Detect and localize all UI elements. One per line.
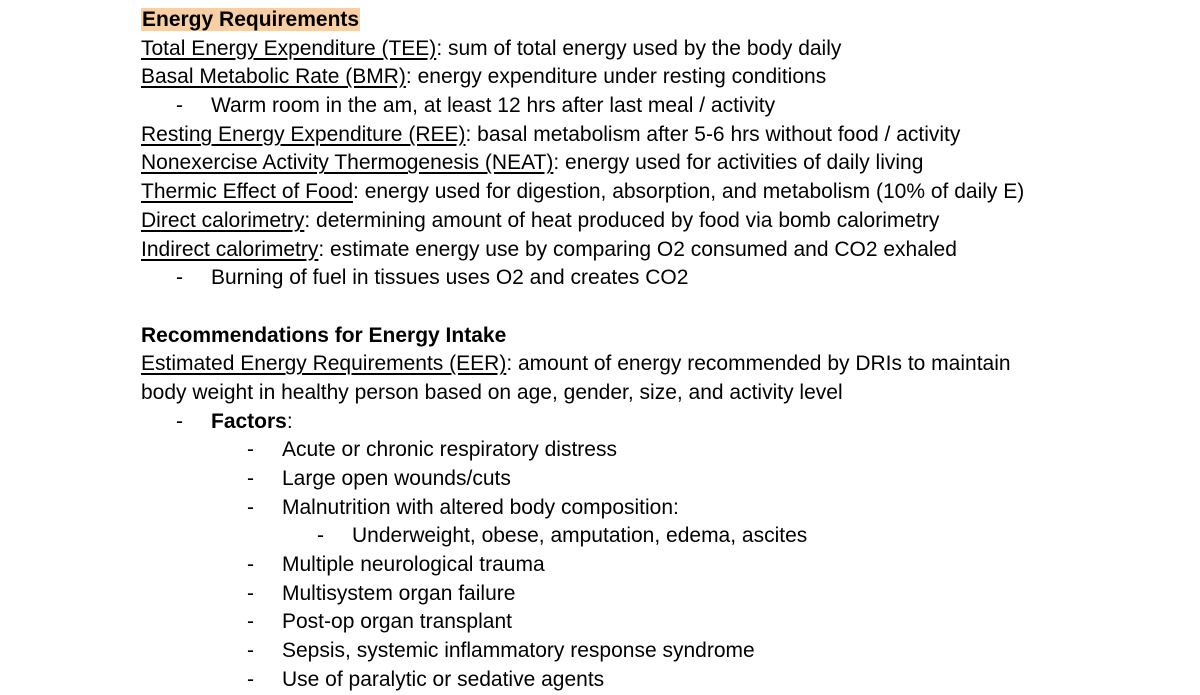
- definition-neat: [141, 149, 1181, 178]
- definition-eer-continued: body weight in healthy person based on age, gender, size, and activity level: [141, 380, 843, 404]
- factor-text: Large open wounds/cuts: [282, 467, 511, 490]
- factor-item: [141, 436, 1181, 465]
- bullet-dash: -: [247, 639, 254, 663]
- bullet-dash: -: [247, 553, 254, 577]
- term-neat: Nonexercise Activity Thermogenesis (NEAT): [141, 151, 554, 175]
- definition-text: : energy expenditure under resting conditions: [405, 65, 827, 89]
- definition-ree: [141, 121, 1181, 150]
- definition-text: : energy used for activities of daily living: [553, 151, 924, 175]
- bullet-dash: -: [247, 495, 254, 519]
- factors-colon: :: [286, 409, 293, 433]
- definition-text: : determining amount of heat produced by food via bomb calorimetry: [304, 208, 940, 232]
- factor-text: Post-op organ transplant: [282, 610, 512, 634]
- bullet-dash: -: [176, 94, 183, 118]
- section-heading-recommendations: Recommendations for Energy Intake: [141, 323, 507, 347]
- factor-subitem: [141, 522, 1181, 551]
- definition-thermic-effect: [141, 178, 1181, 207]
- factor-item: [141, 637, 1181, 666]
- definition-direct-calorimetry: [141, 207, 1181, 236]
- bullet-dash: -: [176, 409, 183, 433]
- bullet-factors: [141, 408, 1181, 437]
- term-bmr: Basal Metabolic Rate (BMR): [141, 65, 406, 89]
- term-tee: Total Energy Expenditure (TEE): [141, 36, 437, 60]
- factor-item: [141, 465, 1181, 494]
- bullet-dash: -: [247, 438, 254, 462]
- definition-text: : energy used for digestion, absorption, and metabolism (10% of daily E): [353, 180, 1025, 204]
- term-thermic-effect: Thermic Effect of Food: [141, 180, 354, 204]
- term-ree: Resting Energy Expenditure (REE): [141, 122, 466, 146]
- factor-item: [141, 666, 1181, 695]
- bullet-indirect-calorimetry: [141, 264, 1181, 293]
- factor-text: Acute or chronic respiratory distress: [282, 438, 617, 462]
- bullet-dash: -: [176, 266, 183, 290]
- definition-text: : estimate energy use by comparing O2 consumed and CO2 exhaled: [318, 237, 957, 261]
- definition-text: : amount of energy recommended by DRIs to maintain: [506, 352, 1011, 376]
- factor-item: [141, 494, 1181, 523]
- factor-text: Sepsis, systemic inflammatory response syndrome: [282, 639, 755, 663]
- bullet-dash: -: [247, 667, 254, 691]
- term-indirect-calorimetry: Indirect calorimetry: [141, 237, 319, 261]
- bullet-dash: -: [247, 610, 254, 634]
- bullet-bmr-conditions: [141, 92, 1181, 121]
- factor-text: Malnutrition with altered body composition:: [282, 495, 679, 519]
- term-direct-calorimetry: Direct calorimetry: [141, 208, 305, 232]
- section-heading-energy-requirements: [141, 6, 1181, 35]
- factor-subitem-text: Underweight, obese, amputation, edema, ascites: [352, 524, 808, 548]
- document-body: [141, 6, 1181, 695]
- definition-text: : sum of total energy used by the body daily: [436, 36, 842, 60]
- bullet-text: Burning of fuel in tissues uses O2 and creates CO2: [211, 266, 689, 290]
- factors-label: Factors: [211, 409, 287, 433]
- definition-eer: [141, 350, 1181, 379]
- definition-tee: [141, 35, 1181, 64]
- spacer: [141, 293, 1181, 322]
- factor-item: [141, 608, 1181, 637]
- highlighted-heading: Energy Requirements: [142, 8, 360, 31]
- bullet-dash: -: [317, 524, 324, 548]
- factor-item: [141, 580, 1181, 609]
- factor-text: Use of paralytic or sedative agents: [282, 667, 605, 691]
- bullet-dash: -: [247, 467, 254, 490]
- term-eer: Estimated Energy Requirements (EER): [141, 352, 507, 376]
- factor-text: Multisystem organ failure: [282, 581, 516, 605]
- bullet-text: Warm room in the am, at least 12 hrs after last meal / activity: [211, 94, 776, 118]
- definition-indirect-calorimetry: [141, 236, 1181, 265]
- factor-text: Multiple neurological trauma: [282, 553, 545, 577]
- definition-text: : basal metabolism after 5-6 hrs without food / activity: [465, 122, 961, 146]
- factors-label-wrap: [211, 408, 293, 437]
- bullet-dash: -: [247, 581, 254, 605]
- definition-bmr: [141, 63, 1181, 92]
- factor-item: [141, 551, 1181, 580]
